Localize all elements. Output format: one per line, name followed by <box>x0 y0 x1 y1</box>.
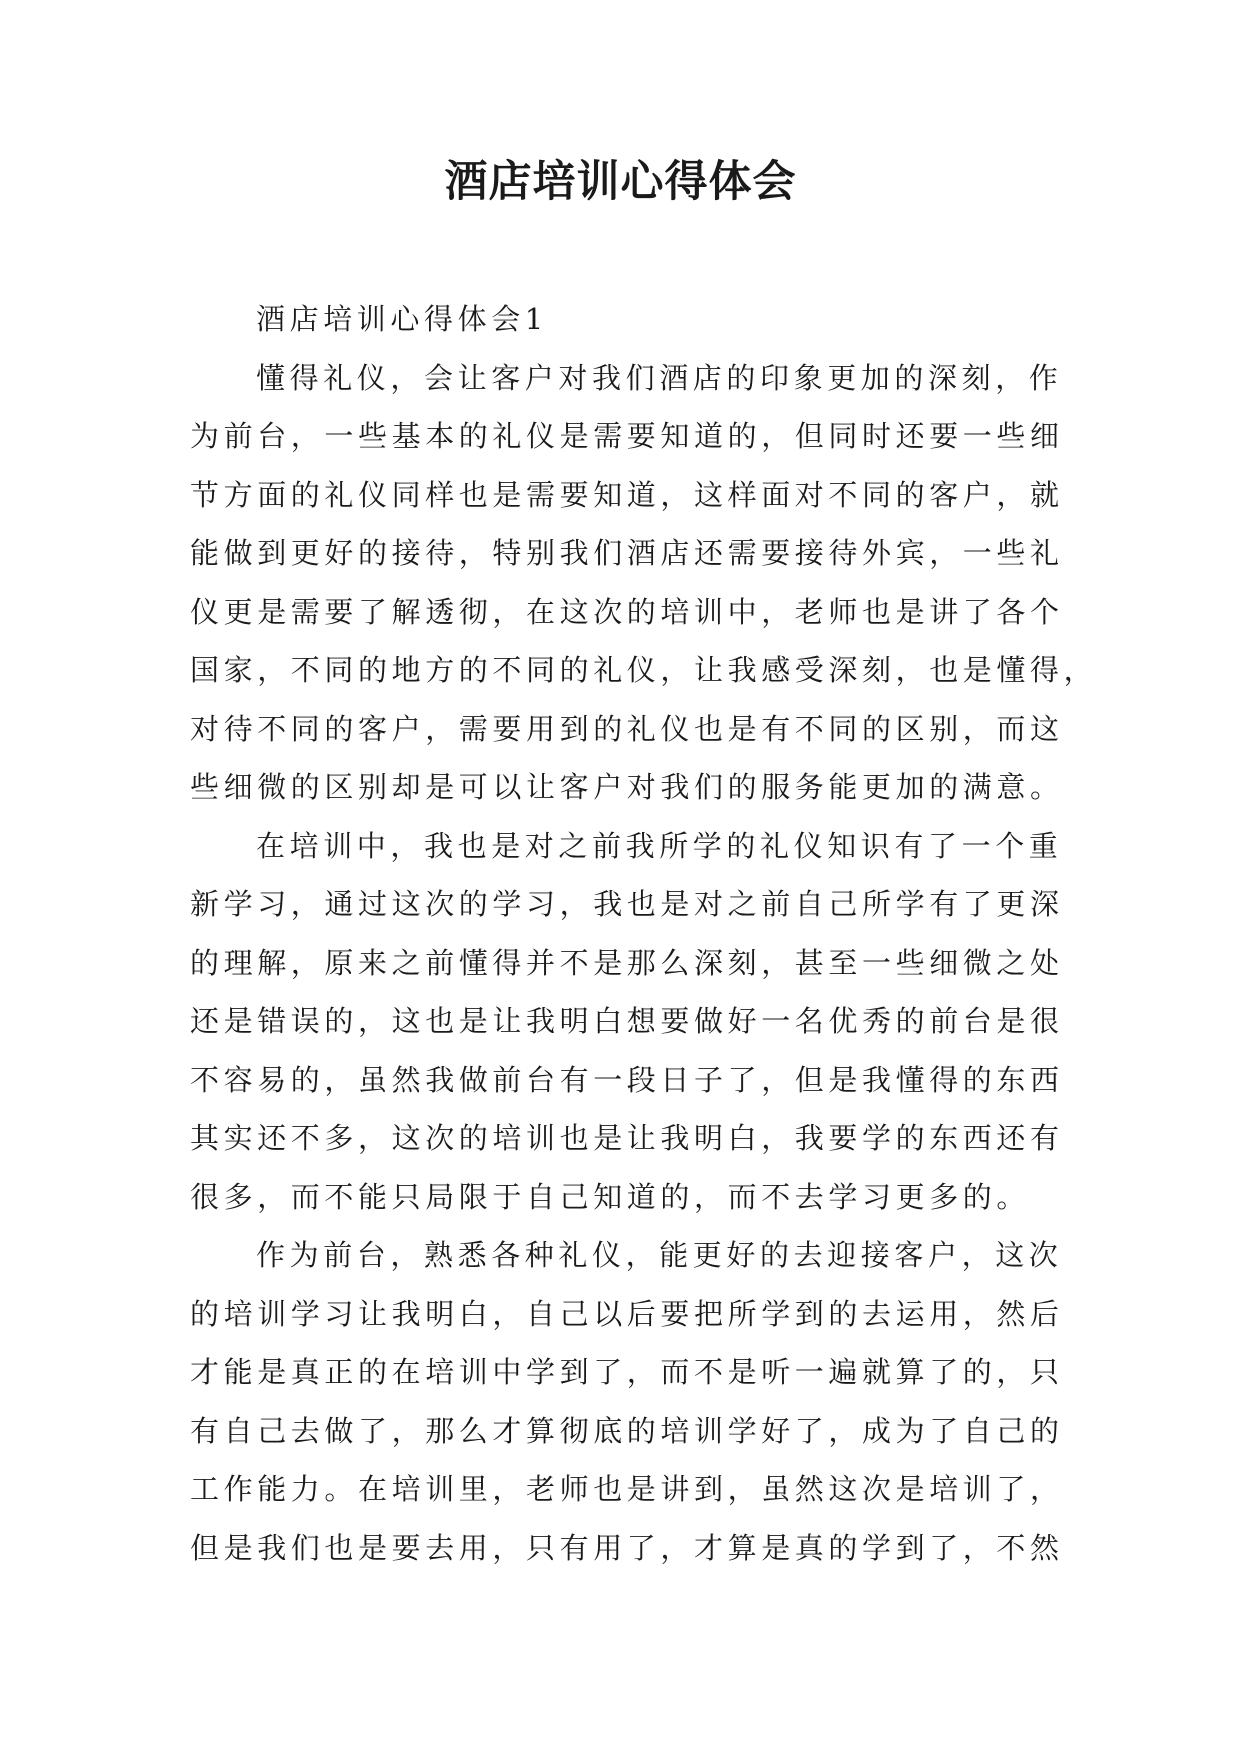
paragraph-3-line: 作为前台，熟悉各种礼仪，能更好的去迎接客户，这次 <box>256 1238 1063 1272</box>
paragraph-3-line: 工作能力。在培训里，老师也是讲到，虽然这次是培训了， <box>190 1472 1064 1506</box>
paragraph-1-line: 仪更是需要了解透彻，在这次的培训中，老师也是讲了各个 <box>190 594 1064 629</box>
paragraph-1-line: 对待不同的客户，需要用到的礼仪也是有不同的区别，而这 <box>190 711 1064 746</box>
paragraph-2-line: 的理解，原来之前懂得并不是那么深刻，甚至一些细微之处 <box>190 945 1064 980</box>
paragraph-1-line: 些细微的区别却是可以让客户对我们的服务能更加的满意。 <box>190 770 1064 804</box>
paragraph-2-line: 在培训中，我也是对之前我所学的礼仪知识有了一个重 <box>256 828 1063 863</box>
paragraph-2-line: 还是错误的，这也是让我明白想要做好一名优秀的前台是很 <box>190 1004 1064 1038</box>
document-title: 酒店培训心得体会 <box>444 157 797 207</box>
paragraph-2-line: 其实还不多，这次的培训也是让我明白，我要学的东西还有 <box>190 1121 1064 1155</box>
paragraph-3-line: 有自己去做了，那么才算彻底的培训学好了，成为了自己的 <box>190 1413 1064 1448</box>
paragraph-1-line: 能做到更好的接待，特别我们酒店还需要接待外宾，一些礼 <box>190 536 1064 570</box>
paragraph-1-line: 节方面的礼仪同样也是需要知道，这样面对不同的客户，就 <box>190 477 1064 512</box>
paragraph-3-line: 的培训学习让我明白，自己以后要把所学到的去运用，然后 <box>190 1296 1064 1331</box>
paragraph-1-line: 懂得礼仪，会让客户对我们酒店的印象更加的深刻，作 <box>256 360 1063 395</box>
document-body <box>190 290 1098 1577</box>
paragraph-2-line: 新学习，通过这次的学习，我也是对之前自己所学有了更深 <box>190 887 1064 921</box>
paragraph-1-line: 为前台，一些基本的礼仪是需要知道的，但同时还要一些细 <box>190 419 1064 453</box>
paragraph-1-line: 国家，不同的地方的不同的礼仪，让我感受深刻，也是懂得， <box>190 653 1098 687</box>
paragraph-3-line: 才能是真正的在培训中学到了，而不是听一遍就算了的，只 <box>190 1355 1064 1389</box>
paragraph-3-line: 但是我们也是要去用，只有用了，才算是真的学到了，不然 <box>190 1530 1064 1565</box>
paragraph-2-line: 很多，而不能只局限于自己知道的，而不去学习更多的。 <box>190 1179 1031 1214</box>
section-heading: 酒店培训心得体会1 <box>256 302 548 336</box>
paragraph-2-line: 不容易的，虽然我做前台有一段日子了，但是我懂得的东西 <box>190 1062 1064 1097</box>
